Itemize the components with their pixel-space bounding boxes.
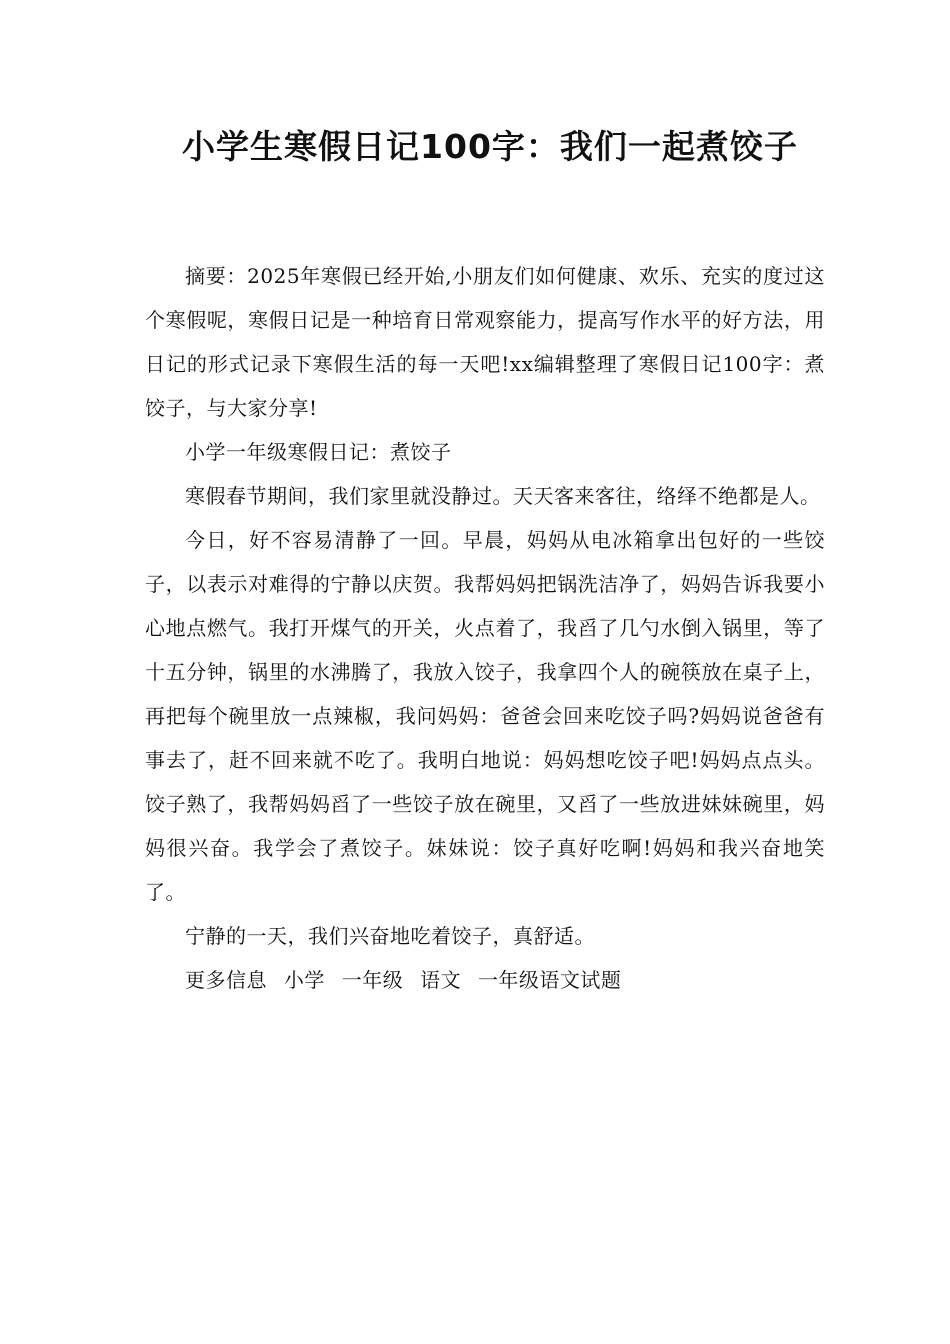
tag-link[interactable]: 语文	[420, 968, 462, 992]
tag-link[interactable]: 一年级语文试题	[477, 968, 622, 992]
body-paragraph: 寒假春节期间，我们家里就没静过。天天客来客往，络绎不绝都是人。	[185, 484, 821, 508]
diary-subtitle: 小学一年级寒假日记：煮饺子	[185, 440, 452, 464]
more-info-line	[145, 958, 825, 1002]
more-info-label: 更多信息	[185, 968, 267, 992]
tag-link[interactable]: 一年级	[341, 968, 404, 992]
tag-link[interactable]: 小学	[283, 968, 325, 992]
body-paragraph: 今日，好不容易清静了一回。早晨，妈妈从电冰箱拿出包好的一些饺子，以表示对难得的宁静以庆贺。我帮妈妈把锅洗洁净了，妈妈告诉我要小心地点燃气。我打开煤气的开关，火点着了，我舀了几勺水倒入锅里，等了十五分钟，锅里的水沸腾了，我放入饺子，我拿四个人的碗筷放在桌子上，再把每个碗里放一点辣椒，我问妈妈：爸爸会回来吃饺子吗?妈妈说爸爸有事去了，赶不回来就不吃了。我明白地说：妈妈想吃饺子吧!妈妈点点头。饺子熟了，我帮妈妈舀了一些饺子放在碗里，又舀了一些放进妹妹碗里，妈妈很兴奋。我学会了煮饺子。妹妹说：饺子真好吃啊!妈妈和我兴奋地笑了。	[145, 528, 825, 904]
body-paragraph: 宁静的一天，我们兴奋地吃着饺子，真舒适。	[185, 924, 595, 948]
abstract-paragraph: 摘要：2025年寒假已经开始,小朋友们如何健康、欢乐、充实的度过这个寒假呢，寒假日记是一种培育日常观察能力，提高写作水平的好方法，用日记的形式记录下寒假生活的每一天吧!xx编辑整理了寒假日记100字：煮饺子，与大家分享!	[145, 264, 825, 420]
document-body	[145, 254, 825, 1002]
document-title: 小学生寒假日记100字：我们一起煮饺子	[182, 127, 798, 166]
